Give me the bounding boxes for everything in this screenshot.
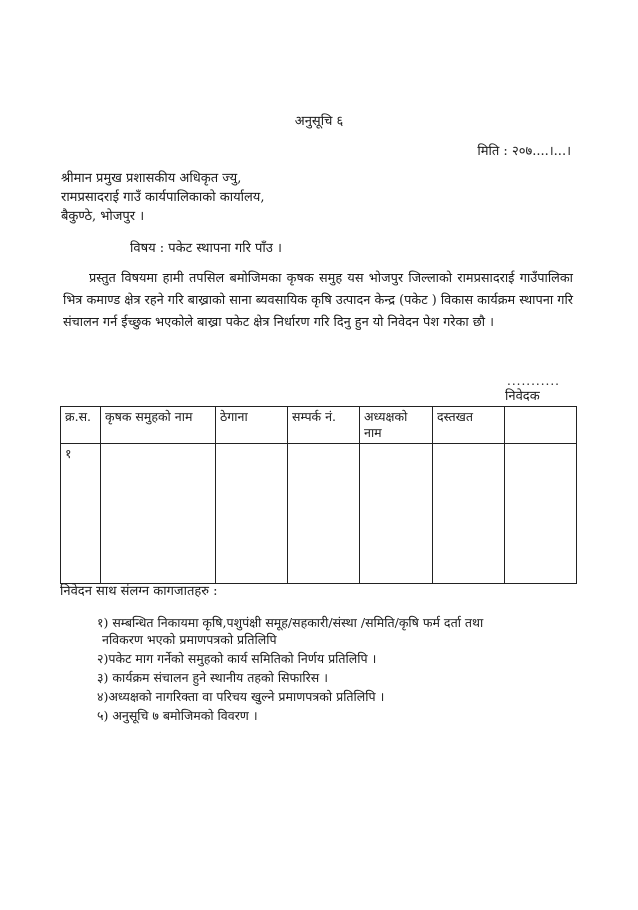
addressee-block bbox=[61, 170, 264, 227]
cell-serial: १ bbox=[61, 444, 101, 584]
body-text: प्रस्तुत विषयमा हामी तपसिल बमोजिमका कृषक समुह यस भोजपुर जिल्लाको रामप्रसादराई गाउँपालिका भित्र कमाण्ड क्षेत्र रहने गरि बाख्राको साना ब्यवसायिक कृषि उत्पादन केन्द्र (पकेट ) विकास कार्यक्रम स्थापना गरि संचालन गर्न ईच्छुक भएकोले बाख्रा पकेट क्षेत्र निर्धारण गरि दिनु हुन यो निवेदन पेश गरेका छौ । bbox=[63, 271, 573, 330]
attachment-line: ३) कार्यक्रम संचालन हुने स्थानीय तहको सिफारिस । bbox=[97, 670, 328, 685]
subject-line: विषय : पकेट स्थापना गरि पाँउ । bbox=[130, 241, 282, 256]
list-item bbox=[97, 614, 573, 648]
body-paragraph bbox=[63, 268, 573, 334]
addressee-line: श्रीमान प्रमुख प्रशासकीय अधिकृत ज्यु, bbox=[61, 171, 242, 186]
list-item bbox=[97, 707, 573, 724]
attachment-line: २)पकेट माग गर्नेको समुहको कार्य समितिको निर्णय प्रतिलिपि । bbox=[97, 651, 377, 666]
document-title: अनुसूचि ६ bbox=[294, 114, 344, 129]
header-blank bbox=[505, 407, 577, 444]
attachment-line-continued: नविकरण भएको प्रमाणपत्रको प्रतिलिपि bbox=[102, 632, 277, 647]
header-signature: दस्तखत bbox=[433, 407, 505, 444]
addressee-line: रामप्रसादराई गाउँ कार्यपालिकाको कार्यालय, bbox=[61, 190, 265, 205]
header-group-name: कृषक समुहको नाम bbox=[101, 407, 216, 444]
header-chairperson: अध्यक्षको नाम bbox=[360, 407, 433, 444]
cell-address bbox=[216, 444, 288, 584]
list-item bbox=[97, 650, 573, 667]
signature-label: निवेदक bbox=[505, 389, 540, 404]
table-row bbox=[61, 444, 577, 584]
date-line: मिति : २०७....।...। bbox=[477, 144, 571, 159]
header-contact: सम्पर्क नं. bbox=[288, 407, 360, 444]
attachment-line: १) सम्बन्धित निकायमा कृषि,पशुपंक्षी समूह/सहकारी/संस्था /समिति/कृषि फर्म दर्ता तथा bbox=[97, 615, 484, 630]
attachment-line: ४)अध्यक्षको नागरिक्ता वा परिचय खुल्ने प्रमाणपत्रको प्रतिलिपि । bbox=[97, 689, 385, 704]
addressee-line: बैकुण्ठे, भोजपुर । bbox=[61, 209, 145, 224]
cell-blank bbox=[505, 444, 577, 584]
signature-dots: ........... bbox=[507, 374, 560, 388]
attachments-list bbox=[97, 614, 573, 726]
attachment-line: ५) अनुसूचि ७ बमोजिमको विवरण । bbox=[97, 708, 258, 723]
group-table bbox=[60, 406, 577, 584]
attachments-title: निवेदन साथ संलग्न कागजातहरु : bbox=[60, 584, 218, 599]
cell-group-name bbox=[101, 444, 216, 584]
header-address: ठेगाना bbox=[216, 407, 288, 444]
cell-contact bbox=[288, 444, 360, 584]
header-serial: क्र.स. bbox=[61, 407, 101, 444]
cell-chairperson bbox=[360, 444, 433, 584]
list-item bbox=[97, 688, 573, 705]
list-item bbox=[97, 669, 573, 686]
cell-signature bbox=[433, 444, 505, 584]
table-header-row bbox=[61, 407, 577, 444]
